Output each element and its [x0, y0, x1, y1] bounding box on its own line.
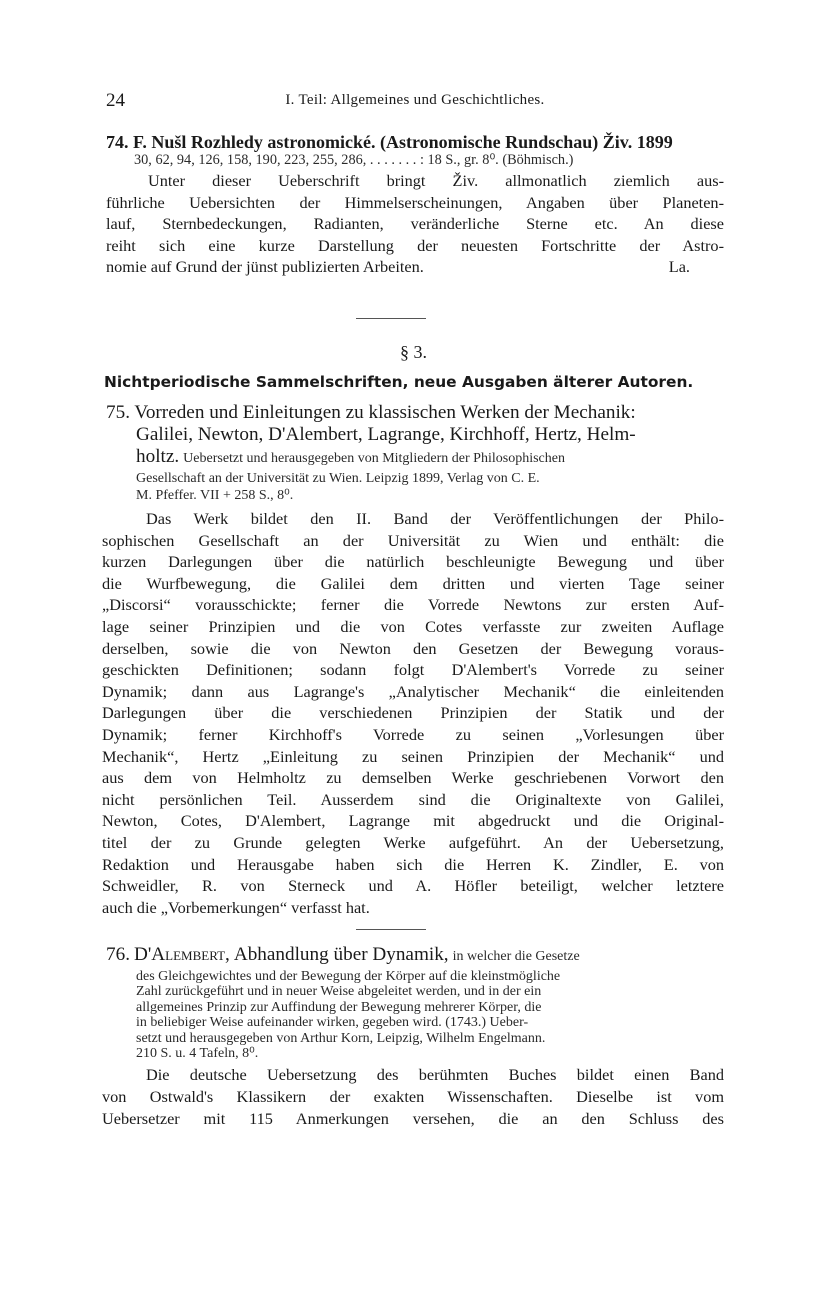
body-line: lage seiner Prinzipien und die von Cotes verfasste zur zweiten Auflage [102, 616, 724, 636]
body-line: Darlegungen über die verschiedenen Prinzipien der Statik und der [102, 703, 724, 723]
entry-76-author: D'Alembert, [133, 944, 230, 965]
entry-76-bibliography [106, 969, 724, 1061]
body-line: lauf, Sternbedeckungen, Radianten, veränderliche Sterne etc. An diese [106, 214, 724, 234]
body-line: Newton, Cotes, D'Alembert, Lagrange mit abgedruckt und die Original- [102, 811, 724, 831]
entry-75-title-bib-line [106, 446, 724, 470]
running-title: I. Teil: Allgemeines und Geschichtliches. [285, 92, 545, 108]
entry-75-title-line: Galilei, Newton, D'Alembert, Lagrange, Kirchhoff, Hertz, Helm- [136, 424, 636, 445]
entry-74-title: 74. F. Nušl Rozhledy astronomické. (Astronomische Rundschau) Živ. 1899 [106, 132, 673, 152]
body-line: geschickten Definitionen; sodann folgt D'Alembert's Vorrede zu seiner [102, 660, 724, 680]
entry-76-number: 76. [106, 944, 130, 965]
entry-75-bib-line: M. Pfeffer. VII + 258 S., 8⁰. [136, 488, 294, 503]
entry-76-title: Abhandlung über Dynamik, [233, 944, 449, 965]
body-line: „Discorsi“ vorausschickte; ferner die Vorrede Newtons zur ersten Auf- [102, 595, 724, 615]
body-line: Schweidler, R. von Sterneck und A. Höfler beteiligt, welcher letztere [102, 876, 724, 896]
body-line: Mechanik“, Hertz „Einleitung zu seinen Prinzipien der Mechanik“ und [102, 746, 724, 766]
body-line [106, 256, 724, 278]
bib-line: des Gleichgewichtes und der Bewegung der Körper auf die kleinstmögliche [136, 969, 561, 984]
body-line: von Ostwald's Klassikern der exakten Wissenschaften. Dieselbe ist vom [102, 1087, 724, 1107]
entry-75-bib-line: Gesellschaft an der Universität zu Wien. Leipzig 1899, Verlag von C. E. [136, 471, 540, 486]
section-number: § 3. [400, 342, 427, 362]
bib-line: Zahl zurückgeführt und in neuer Weise abgeleitet werden, und in der ein [136, 984, 542, 1000]
entry-74-bibliography: 30, 62, 94, 126, 158, 190, 223, 255, 286, . . . . . . . : 18 S., gr. 8⁰. (Böhmisch.) [134, 152, 574, 168]
body-line: derselben, sowie die von Newton den Gesetzen der Bewegung voraus- [102, 638, 724, 658]
body-line: reiht sich eine kurze Darstellung der neuesten Fortschritte der Astro- [106, 235, 724, 255]
bib-line: allgemeines Prinzip zur Auffindung der Bewegung mehrerer Körper, die [136, 999, 542, 1015]
body-line: kurzen Darlegungen über die natürlich beschleunigte Bewegung und über [102, 552, 724, 572]
page-number: 24 [106, 90, 125, 111]
entry-75 [102, 402, 724, 918]
body-line: aus dem von Helmholtz zu demselben Werke geschriebenen Vorwort den [102, 768, 724, 788]
body-line: titel der zu Grunde gelegten Werke aufgeführt. An der Uebersetzung, [102, 832, 724, 852]
body-line: nicht persönlichen Teil. Ausserdem sind die Originaltexte von Galilei, [102, 789, 724, 809]
body-line: Unter dieser Ueberschrift bringt Živ. allmonatlich ziemlich aus- [148, 171, 724, 190]
entry-76 [102, 943, 724, 1129]
body-line: Das Werk bildet den II. Band der Veröffentlichungen der Philo- [146, 509, 724, 528]
entry-75-title-line: 75. Vorreden und Einleitungen zu klassischen Werken der Mechanik: [106, 402, 636, 423]
body-line: sophischen Gesellschaft an der Universität zu Wien und enthält: die [102, 530, 724, 550]
body-line: auch die „Vorbemerkungen“ verfasst hat. [102, 897, 370, 917]
entry-76-title-line [106, 943, 724, 969]
bib-line: 210 S. u. 4 Tafeln, 8⁰. [136, 1046, 259, 1062]
entry-75-bib-start: Uebersetzt und herausgegeben von Mitgliedern der Philosophischen [183, 451, 565, 466]
body-line: die Wurfbewegung, die Galilei dem dritten und vierten Tage seiner [102, 573, 724, 593]
body-line: Dynamik; ferner Kirchhoff's Vorrede zu seinen „Vorlesungen über [102, 724, 724, 744]
bib-line: in beliebiger Weise aufeinander wirken, gegeben wird. (1743.) Ueber- [136, 1015, 529, 1031]
entry-74-body [106, 170, 724, 278]
entry-75-title-end: holtz. [136, 446, 180, 467]
bib-line: setzt und herausgegeben von Arthur Korn, Leipzig, Wilhelm Engelmann. [136, 1030, 546, 1046]
body-line: Die deutsche Uebersetzung des berühmten Buches bildet einen Band [146, 1065, 724, 1085]
body-line: Dynamik; dann aus Lagrange's „Analytischer Mechanik“ die einleitenden [102, 681, 724, 701]
entry-76-bib-start: in welcher die Gesetze [452, 949, 580, 964]
entry-75-body [102, 508, 724, 918]
reviewer-signature: La. [668, 257, 690, 277]
body-line: führliche Uebersichten der Himmelserscheinungen, Angaben über Planeten- [106, 192, 724, 212]
body-line-text: nomie auf Grund der jünst publizierten Arbeiten. [106, 257, 424, 277]
divider-rule [356, 318, 426, 319]
divider-rule [356, 929, 426, 930]
body-line: Redaktion und Herausgabe haben sich die Herren K. Zindler, E. von [102, 854, 724, 874]
entry-76-body [102, 1064, 724, 1129]
body-line: Uebersetzer mit 115 Anmerkungen versehen, die an den Schluss des [102, 1108, 724, 1128]
entry-74 [106, 132, 724, 278]
section-title: Nichtperiodische Sammelschriften, neue Ausgaben älterer Autoren. [104, 373, 694, 391]
page-header [106, 90, 724, 114]
